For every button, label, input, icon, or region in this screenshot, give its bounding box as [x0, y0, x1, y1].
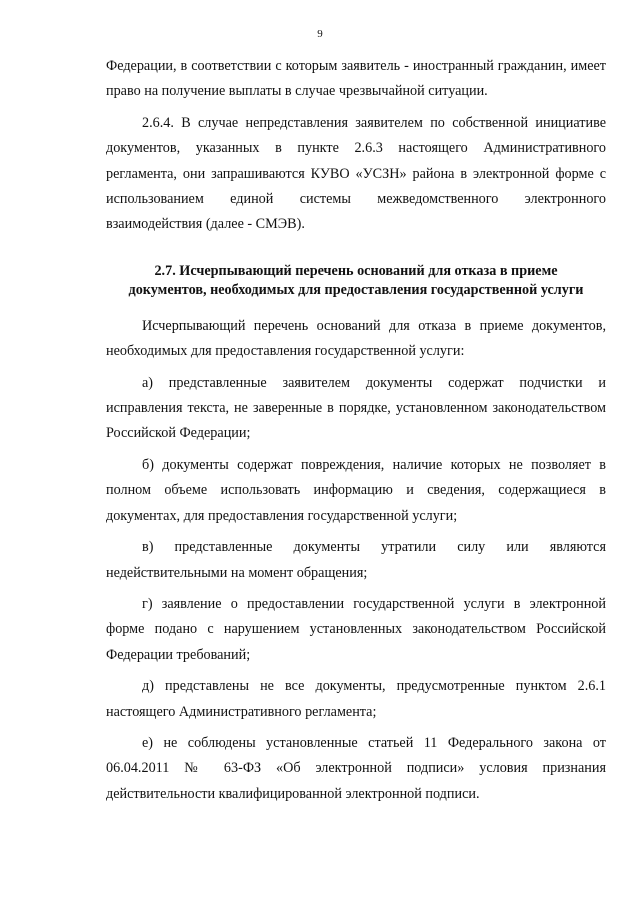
section-heading-2-7: [106, 262, 606, 300]
list-item-v: в) представленные документы утратили силу или являются недействительными на момент обращения;: [106, 539, 606, 581]
list-item-d: д) представлены не все документы, предусмотренные пунктом 2.6.1 настоящего Административного регламента;: [106, 678, 606, 720]
page-number: 9: [317, 28, 323, 40]
list-item-e: е) не соблюдены установленные статьей 11 Федерального закона от 06.04.2011 № 63-ФЗ «Об электронной подписи» условия признания действительности квалифицированной электронной подписи.: [106, 734, 606, 802]
paragraph-intro: Исчерпывающий перечень оснований для отказа в приеме документов, необходимых для предоставления государственной услуги:: [106, 317, 606, 360]
list-item-g: г) заявление о предоставлении государственной услуги в электронной форме подано с нарушением установленных законодательством Российской Федерации требований;: [106, 595, 606, 663]
list-item-a: а) представленные заявителем документы содержат подчистки и исправления текста, не заверенные в порядке, установленном законодательством Российской Федерации;: [106, 374, 606, 442]
section-heading-line-1: 2.7. Исчерпывающий перечень оснований для отказа в приеме: [154, 262, 558, 279]
paragraph-continuation: Федерации, в соответствии с которым заявитель - иностранный гражданин, имеет право на получение выплаты в случае чрезвычайной ситуации.: [106, 58, 606, 100]
paragraph-2-6-4: 2.6.4. В случае непредставления заявителем по собственной инициативе документов, указанных в пункте 2.6.3 настоящего Административного регламента, они запрашиваются КУВО «УСЗН» района в электронной форме с использованием единой системы межведомственного электронного взаимодействия (далее - СМЭВ).: [106, 114, 606, 233]
document-body: [106, 54, 606, 807]
list-item-b: б) документы содержат повреждения, наличие которых не позволяет в полном объеме использовать информацию и сведения, содержащиеся в документах, для предоставления государственной услуги;: [106, 456, 606, 524]
section-heading-line-2: документов, необходимых для предоставления государственной услуги: [128, 281, 584, 298]
